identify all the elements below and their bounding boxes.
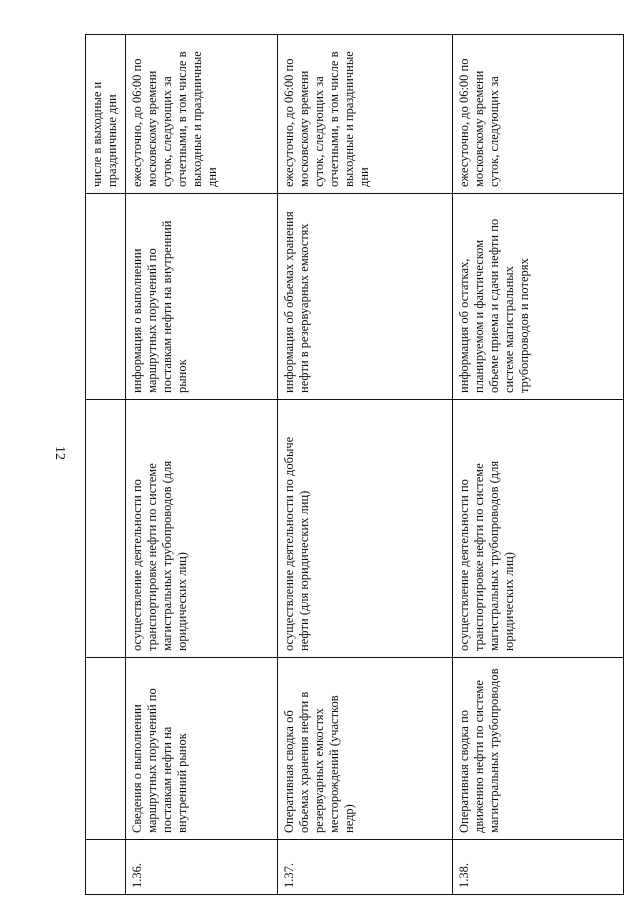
table-row-continuation: [86, 35, 126, 895]
cell-continuation-text: числе в выходные и праздничные дни: [86, 35, 126, 194]
table-row: [278, 35, 453, 895]
row-number: 1.38.: [453, 840, 624, 895]
page-number: 12: [52, 446, 67, 460]
table-row: [453, 35, 624, 895]
reporting-table-rotated: [85, 35, 623, 895]
row-frequency: ежесуточно, до 06:00 по московскому времени суток, следующих за: [453, 35, 624, 194]
row-basis: осуществление деятельности по транспортировке нефти по системе магистральных трубопроводов (для юридических лиц): [453, 400, 624, 658]
row-number: 1.36.: [126, 840, 278, 895]
row-info: информация об объемах хранения нефти в резервуарных емкостях: [278, 194, 453, 400]
reporting-table: [85, 34, 624, 895]
row-info: информация об остатках, планируемом и фактическом объеме приема и сдачи нефти по системе магистральных трубопроводов и потерях: [453, 194, 624, 400]
table-row: [126, 35, 278, 895]
row-name: Сведения о выполнении маршрутных поручений по поставкам нефти на внутренний рынок: [126, 658, 278, 840]
row-basis: осуществление деятельности по транспортировке нефти по системе магистральных трубопроводов (для юридических лиц): [126, 400, 278, 658]
row-number: 1.37.: [278, 840, 453, 895]
cell-num-empty: [86, 840, 126, 895]
row-info: информация о выполнении маршрутных поручений по поставкам нефти на внутренний рынок: [126, 194, 278, 400]
cell-name-empty: [86, 658, 126, 840]
cell-info-empty: [86, 194, 126, 400]
row-frequency: ежесуточно, до 06:00 по московскому времени суток, следующих за отчетными, в том числе в выходные и праздничные дни: [126, 35, 278, 194]
cell-basis-empty: [86, 400, 126, 658]
row-basis: осуществление деятельности по добыче нефти (для юридических лиц): [278, 400, 453, 658]
row-frequency: ежесуточно, до 06:00 по московскому времени суток, следующих за отчетными, в том числе в выходные и праздничные дни: [278, 35, 453, 194]
row-name: Оперативная сводка об объемах хранения нефти в резервуарных емкостях месторождений (участков недр): [278, 658, 453, 840]
row-name: Оперативная сводка по движению нефти по системе магистральных трубопроводов: [453, 658, 624, 840]
